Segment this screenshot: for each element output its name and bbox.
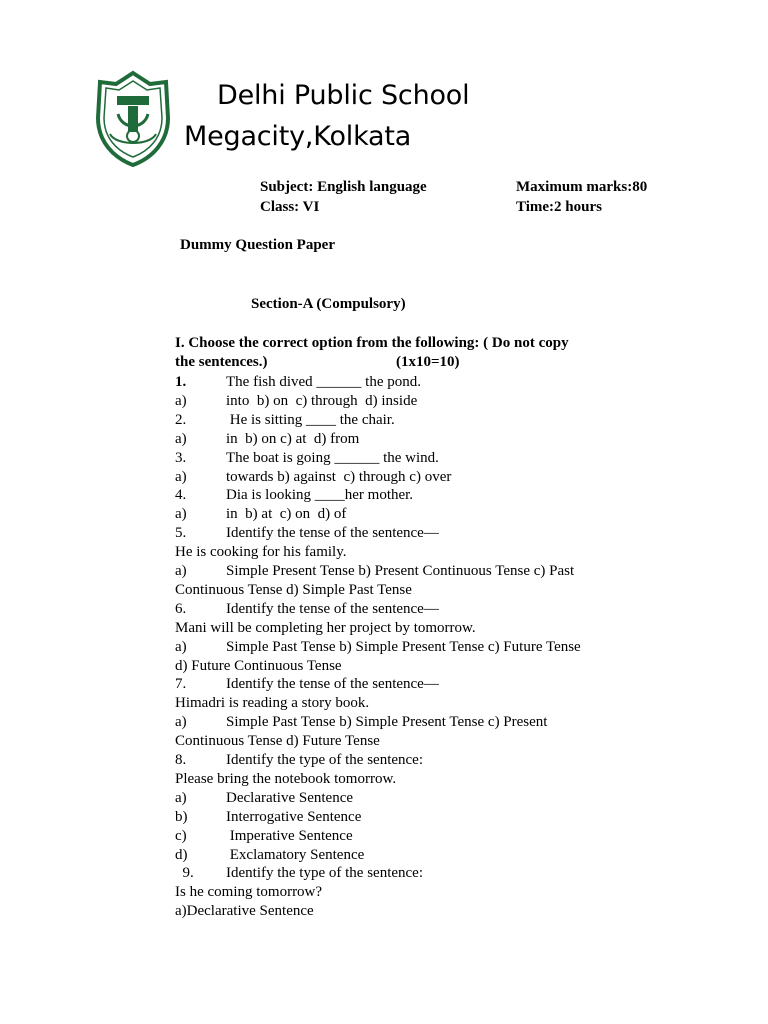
question-text: Identify the type of the sentence: [226,865,424,882]
paper-title: Dummy Question Paper [180,237,335,253]
subject-label: Subject: English language [260,179,427,195]
question-text: Simple Present Tense b) Present Continuous Tense c) Past [226,563,575,579]
question-text: Identify the tense of the sentence— [226,676,439,693]
question-number: a) [175,789,187,806]
question-text: He is cooking for his family. [175,544,347,561]
question-text: in b) on c) at d) from [226,430,360,447]
question-number: 8. [175,752,187,768]
school-crest-icon [92,70,174,168]
question-number: 1. [175,374,187,390]
time-label: Time:2 hours [516,199,602,215]
school-name: Delhi Public School [217,80,470,111]
instruction-marks: (1x10=10) [396,354,460,370]
question-text: d) Future Continuous Tense [175,657,342,674]
question-number: 4. [175,487,187,504]
question-number: 7. [175,676,187,693]
question-text: Simple Past Tense b) Simple Present Tense c) Future Tense [226,638,581,655]
question-number: 3. [175,449,187,466]
question-number: 5. [175,525,187,542]
max-marks-label: Maximum marks:80 [516,179,648,195]
question-text: Dia is looking ____her mother. [226,487,414,504]
question-text: The boat is going ______ the wind. [226,449,439,466]
question-text: Declarative Sentence [226,789,354,806]
section-title: Section-A (Compulsory) [251,296,406,312]
class-label: Class: VI [260,199,320,215]
question-text: The fish dived ______ the pond. [226,374,421,390]
question-text: Interrogative Sentence [226,808,362,825]
question-number: 6. [175,600,187,617]
question-number: a) [175,468,187,485]
question-number: 9. [175,865,194,882]
question-text: Exclamatory Sentence [226,846,365,863]
question-text: He is sitting ____ the chair. [226,411,395,428]
question-number: a) [175,563,187,579]
question-number: a) [175,506,187,523]
question-text: Identify the tense of the sentence— [226,600,439,617]
question-number: d) [175,846,188,863]
question-text: Simple Past Tense b) Simple Present Tense c) Present [226,714,548,731]
question-number: 2. [175,411,187,428]
question-text: towards b) against c) through c) over [226,468,452,485]
question-number: a) [175,638,187,655]
question-text: Identify the tense of the sentence— [226,525,439,542]
school-branch: Megacity,Kolkata [184,121,412,152]
question-text: a)Declarative Sentence [175,903,314,920]
question-number: c) [175,827,187,844]
question-number: a) [175,430,187,447]
question-text: Is he coming tomorrow? [175,884,323,901]
question-text: Himadri is reading a story book. [175,695,370,712]
question-number: a) [175,714,187,731]
school-logo [92,70,174,168]
question-number: a) [175,392,187,409]
question-text: Please bring the notebook tomorrow. [175,770,397,787]
instruction-line-1: I. Choose the correct option from the following: ( Do not copy [175,335,569,351]
question-number: b) [175,808,188,825]
question-text: Mani will be completing her project by tomorrow. [175,619,476,636]
question-text: Imperative Sentence [226,827,353,844]
question-text: Continuous Tense d) Simple Past Tense [175,581,412,598]
instruction-line-2: the sentences.) [175,354,268,370]
question-text: into b) on c) through d) inside [226,392,418,409]
question-text: in b) at c) on d) of [226,506,347,523]
question-text: Identify the type of the sentence: [226,752,424,768]
question-text: Continuous Tense d) Future Tense [175,733,380,750]
